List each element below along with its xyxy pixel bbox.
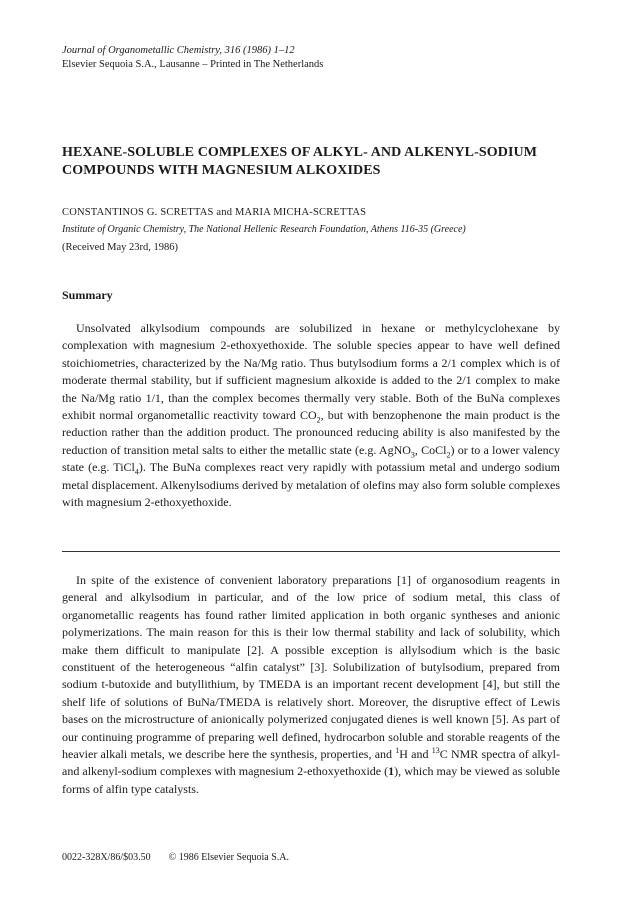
copyright-notice: © 1986 Elsevier Sequoia S.A. (168, 852, 289, 863)
authors: CONSTANTINOS G. SCRETTAS and MARIA MICHA-SCRETTAS (62, 207, 367, 218)
title-line-2: COMPOUNDS WITH MAGNESIUM ALKOXIDES (62, 163, 381, 178)
affiliation: Institute of Organic Chemistry, The National Hellenic Research Foundation, Athens 116-35 (Greece) (62, 224, 466, 235)
body-paragraph (62, 572, 560, 798)
summary-sub-1: 2 (316, 415, 321, 425)
body-text-1: In spite of the existence of convenient laboratory preparations [1] of organosodium reagents in general and alkylsodium in particular, and of the low price of sodium metal, this class of organometallic reagents has found rather limited application in both organic syntheses and anionic polymerizations. The main reason for this is their low thermal stability and lack of solubility, which make them difficult to manipulate [2]. A possible exception is allylsodium which is the basic constituent of the heterogeneous “alfin catalyst” [3]. Solubilization of butylsodium, prepared from sodium t-butoxide and butyllithium, by TMEDA is an important recent development [4], but still the shelf life of solutions of BuNa/TMEDA is relatively short. Moreover, the disruptive effect of Lewis bases on the microstructure of anionically polymerized conjugated dienes is well known [5]. As part of our continuing programme of preparing well defined, hydrocarbon soluble and storable reagents of the heavier alkali metals, we describe here the synthesis, properties, and (62, 573, 560, 762)
body-text-4: ), which may be viewed as soluble forms of alfin type catalysts. (62, 764, 560, 796)
compound-number: 1 (388, 764, 395, 779)
summary-sub-2: 3 (410, 450, 415, 460)
summary-heading: Summary (62, 288, 113, 302)
page-footer (62, 851, 289, 865)
summary-text-5: ). The BuNa complexes react very rapidly with potassium metal and undergo sodium metal displacement. Alkenylsodiums derived by metalation of olefins may also form soluble complexes with magnesium 2-ethoxyethoxide. (62, 460, 561, 510)
journal-header (62, 44, 323, 72)
publisher-line: Elsevier Sequoia S.A., Lausanne – Printed in The Netherlands (62, 59, 324, 70)
summary-text-2: , but with benzophenone the main product is the reduction rather than the addition product. The pronounced reducing ability is also manifested by the reduction of transition metal salts to either the metallic state (e.g. AgNO (62, 408, 561, 457)
body-sup-2: 13 (431, 746, 440, 756)
issn-price-code: 0022-328X/86/$03.50 (62, 852, 151, 863)
title-line-1: HEXANE-SOLUBLE COMPLEXES OF ALKYL- AND ALKENYL-SODIUM (62, 145, 538, 160)
summary-text-1: Unsolvated alkylsodium compounds are solubilized in hexane or methylcyclohexane by complexation with magnesium 2-ethoxyethoxide. The soluble species appear to have well defined stoichiometries, characterized by the Na/Mg ratio. Thus butylsodium forms a 2/1 complex which is of moderate thermal stability, but if sufficient magnesium alkoxide is added to the 2/1 complex to make the Na/Mg ratio 1/1, than the complex becomes thermally very stable. Both of the BuNa complexes exhibit normal organometallic reactivity toward CO (62, 321, 560, 423)
body-sup-1: 1 (395, 746, 400, 756)
summary-text-3: , CoCl (414, 442, 447, 457)
summary-sub-3: 2 (446, 450, 451, 460)
journal-citation: Journal of Organometallic Chemistry, 316 (1986) 1–12 (62, 45, 295, 56)
summary-paragraph (62, 320, 560, 511)
summary-sub-4: 4 (134, 467, 139, 477)
received-date: (Received May 23rd, 1986) (62, 242, 179, 253)
summary-text-4: ) or to a lower valency state (e.g. TiCl (62, 442, 560, 475)
body-text-3: C NMR spectra of alkyl- and alkenyl-sodium complexes with magnesium 2-ethoxyethoxide ( (62, 747, 560, 779)
body-text-2: H and (399, 747, 432, 762)
section-divider (62, 551, 560, 552)
article-title (62, 144, 562, 180)
